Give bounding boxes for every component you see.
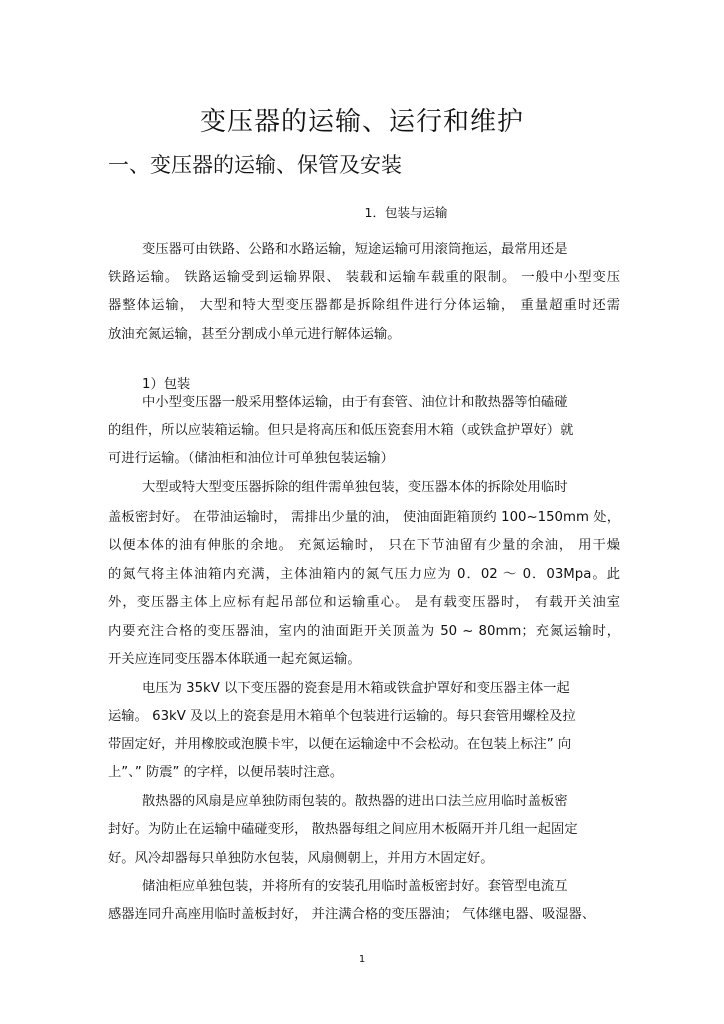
- text-line: 运输。 63kV 及以上的瓷套是用木箱单个包装进行运输的。每只套管用螺栓及拉: [108, 709, 576, 724]
- section-heading: 一、变压器的运输、保管及安装: [108, 153, 402, 177]
- text-line: 开关应连同变压器本体联通一起充氮运输。: [108, 652, 361, 667]
- page-number: 1: [358, 954, 366, 965]
- text-line: 封好。为防止在运输中磕碰变形， 散热器每组之间应用木板隔开并几组一起固定: [108, 822, 578, 837]
- text-line: 的氮气将主体油箱内充满，主体油箱内的氮气压力应为 0．02 ～ 0．03Mpa。此: [108, 567, 620, 582]
- text-line: 变压器可由铁路、公路和水路运输，短途运输可用滚筒拖运，最常用还是: [142, 242, 568, 257]
- text-line: 上”、” 防震” 的字样，以便吊装时注意。: [108, 765, 344, 780]
- text-line: 散热器的风扇是应单独防雨包装的。散热器的进出口法兰应用临时盖板密: [142, 794, 568, 809]
- text-line: 外，变压器主体上应标有起吊部位和运输重心。 是有载变压器时， 有载开关油室: [108, 595, 620, 610]
- text-line: 储油柜应单独包装，并将所有的安装孔用临时盖板密封好。套管型电流互: [142, 879, 568, 894]
- text-line: 可进行运输。（储油柜和油位计可单独包装运输）: [108, 451, 394, 466]
- text-line: 盖板密封好。 在带油运输时， 需排出少量的油， 使油面距箱顶约 100~150mm 处，: [108, 510, 620, 525]
- text-line: 内要充注合格的变压器油，室内的油面距开关顶盖为 50 ~ 80mm；充氮运输时，: [108, 624, 620, 639]
- subsection-heading: 1．包装与运输: [364, 205, 448, 220]
- text-line: 的组件，所以应装箱运输。但只是将高压和低压瓷套用木箱（或铁盒护罩好）就: [108, 423, 574, 438]
- text-line: 器整体运输， 大型和特大型变压器都是拆除组件进行分体运输， 重量超重时还需: [108, 298, 620, 313]
- text-line: 以便本体的油有伸胀的余地。 充氮运输时， 只在下节油留有少量的余油， 用干燥: [108, 538, 620, 553]
- text-line: 中小型变压器一般采用整体运输，由于有套管、油位计和散热器等怕磕碰: [142, 395, 568, 410]
- text-line: 铁路运输。 铁路运输受到运输界限、 装载和运输车载重的限制。 一般中小型变压: [108, 270, 620, 285]
- text-line: 大型或特大型变压器拆除的组件需单独包装，变压器本体的拆除处用临时: [142, 480, 568, 495]
- paragraph-label: 1）包装: [142, 377, 191, 392]
- text-line: 放油充氮运输，甚至分割成小单元进行解体运输。: [108, 327, 401, 342]
- text-line: 电压为 35kV 以下变压器的瓷套是用木箱或铁盒护罩好和变压器主体一起: [142, 681, 570, 696]
- text-line: 好。风冷却器每只单独防水包装，风扇侧朝上，并用方木固定好。: [108, 851, 494, 866]
- text-line: 感器连同升高座用临时盖板封好， 并注满合格的变压器油； 气体继电器、吸湿器、: [108, 907, 596, 922]
- text-line: 带固定好，并用橡胶或泡膜卡牢，以便在运输途中不会松动。在包装上标注” 向: [108, 737, 572, 752]
- page-title: 变压器的运输、运行和维护: [199, 107, 524, 137]
